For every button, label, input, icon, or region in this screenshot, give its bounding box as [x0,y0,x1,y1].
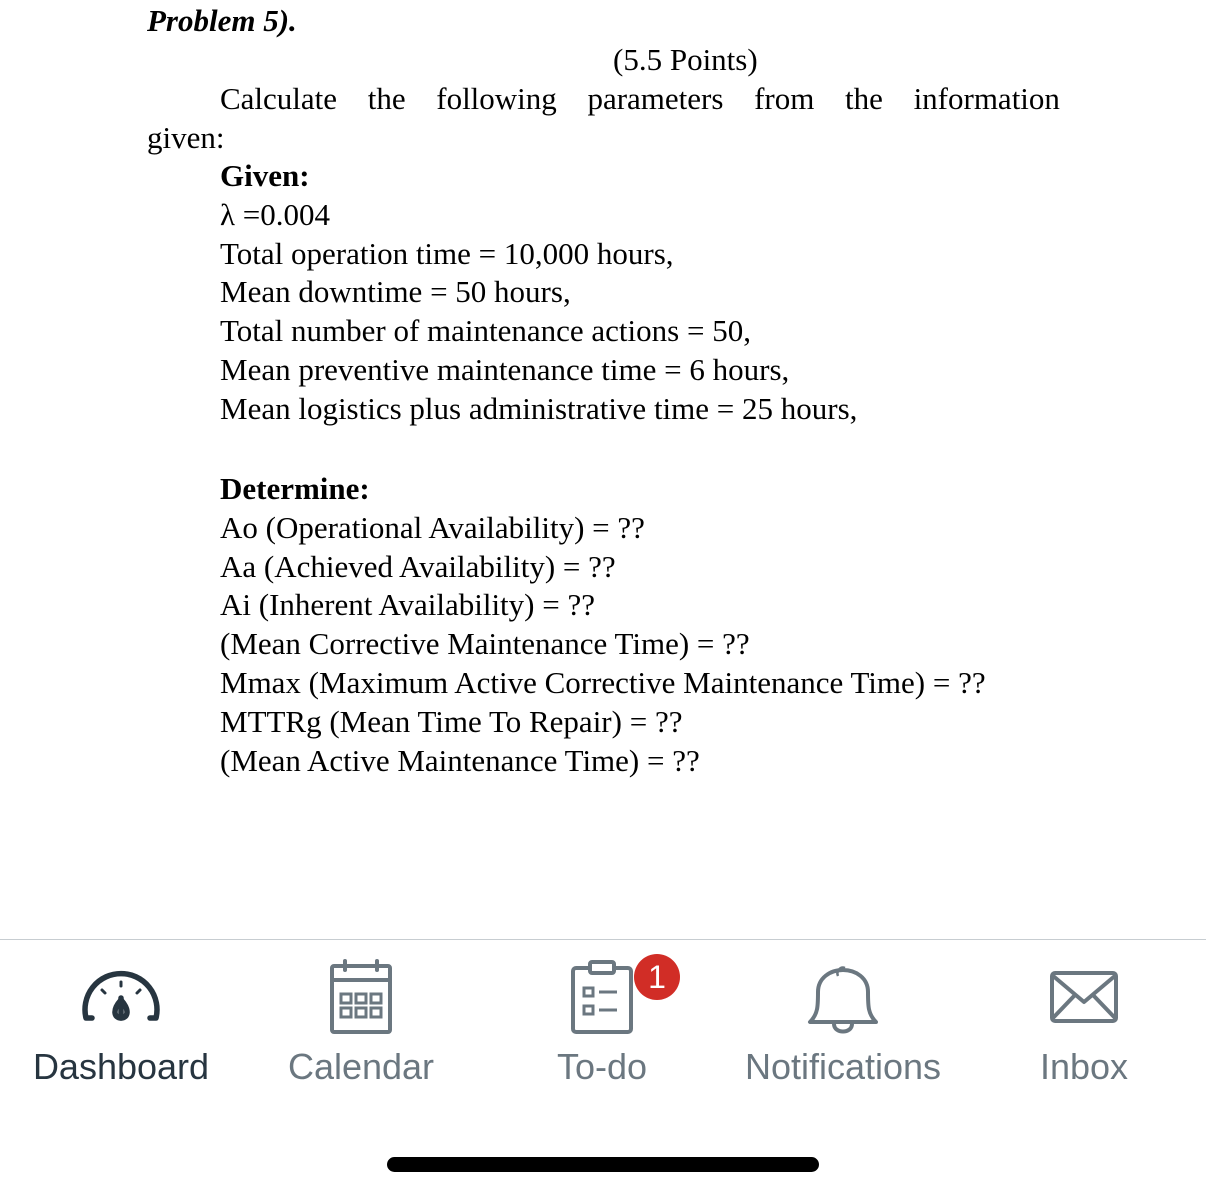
given-section [220,157,857,429]
intro-word: following [436,81,557,116]
todo-icon [557,958,647,1038]
tab-todo[interactable] [482,940,722,1100]
calendar-icon [316,958,406,1038]
determine-item: (Mean Active Maintenance Time) = ?? [220,742,700,778]
intro-word: the [367,81,406,116]
tab-label: To-do [556,1046,648,1087]
intro-continuation: given: [147,120,225,155]
tab-label: Calendar [287,1046,435,1087]
tab-dashboard[interactable] [1,940,241,1100]
intro-word: parameters [587,81,724,116]
given-item: λ =0.004 [220,196,331,232]
given-heading: Given: [220,158,310,193]
determine-item: Ao (Operational Availability) = ?? [220,509,645,545]
dashboard-icon [76,958,166,1038]
envelope-icon [1039,958,1129,1038]
intro-word: the [845,81,883,116]
problem-title: Problem 5). [147,3,297,38]
intro-word: Calculate [220,81,338,116]
home-indicator[interactable] [387,1157,819,1172]
determine-item: (Mean Corrective Maintenance Time) = ?? [220,626,750,662]
points-label: (5.5 Points) [613,42,758,77]
tab-calendar[interactable] [241,940,481,1100]
determine-item: Ai (Inherent Availability) = ?? [220,587,595,623]
given-item: Mean downtime = 50 hours, [220,274,571,310]
determine-item: MTTRg (Mean Time To Repair) = ?? [220,703,683,739]
intro-word: information [913,81,1060,116]
determine-section [220,470,986,780]
intro-text [220,80,1060,119]
bell-icon [798,958,888,1038]
determine-item: Mmax (Maximum Active Corrective Maintenance Time) = ?? [220,664,986,700]
tab-label: Notifications [744,1046,942,1087]
tab-inbox[interactable] [964,940,1204,1100]
given-item: Total number of maintenance actions = 50, [220,313,751,349]
determine-item: Aa (Achieved Availability) = ?? [220,548,616,584]
tab-label: Dashboard [32,1046,210,1087]
determine-heading: Determine: [220,471,370,506]
given-item: Mean preventive maintenance time = 6 hours, [220,351,790,387]
given-item: Total operation time = 10,000 hours, [220,235,674,271]
todo-count-badge: 1 [634,954,680,1000]
given-item: Mean logistics plus administrative time = 25 hours, [220,390,858,426]
intro-word: from [754,81,815,116]
tab-notifications[interactable] [723,940,963,1100]
tab-label: Inbox [1039,1046,1129,1087]
